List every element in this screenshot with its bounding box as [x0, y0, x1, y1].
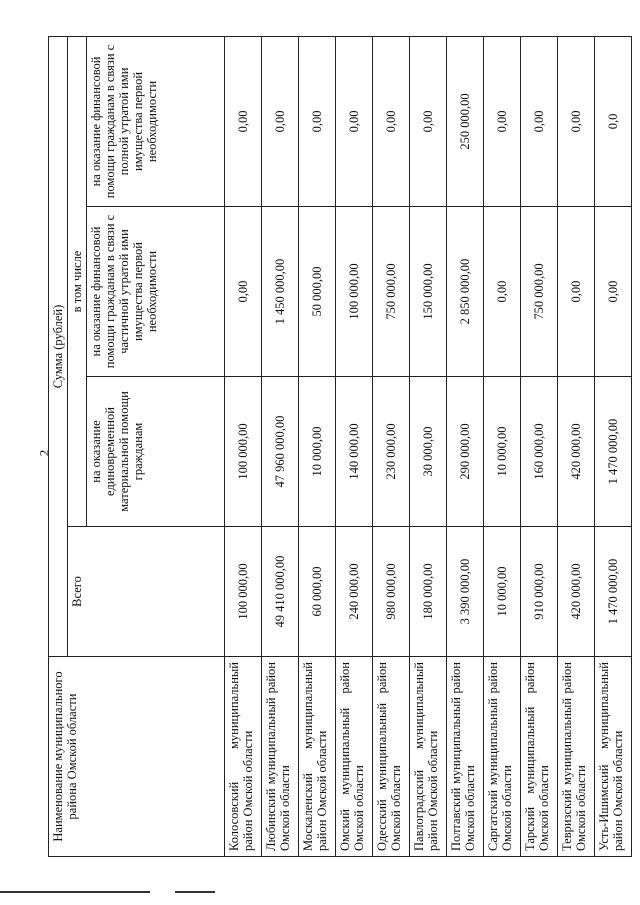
cell-one-time-aid: 290 000,00: [447, 377, 484, 527]
table-row: [484, 36, 521, 856]
cell-district-name: Тевризский муниципальный район Омской области: [558, 657, 595, 857]
cell-total: 980 000,00: [373, 527, 410, 657]
cell-partial-loss-aid: 1 450 000,00: [262, 207, 299, 377]
cell-partial-loss-aid: 100 000,00: [336, 207, 373, 377]
cell-one-time-aid: 160 000,00: [521, 377, 558, 527]
cell-partial-loss-aid: 0,00: [595, 207, 632, 377]
cell-partial-loss-aid: 0,00: [484, 207, 521, 377]
cell-partial-loss-aid: 0,00: [558, 207, 595, 377]
header-total: Всего: [68, 527, 225, 657]
table-row: [410, 36, 447, 856]
header-district-name: Наименование муниципального района Омской области: [49, 657, 225, 857]
cell-partial-loss-aid: 2 850 000,00: [447, 207, 484, 377]
cell-total: 100 000,00: [225, 527, 262, 657]
table-row: [262, 36, 299, 856]
cell-one-time-aid: 1 470 000,00: [595, 377, 632, 527]
cell-total: 3 390 000,00: [447, 527, 484, 657]
cell-district-name: Саргатский муниципальный район Омской области: [484, 657, 521, 857]
cell-district-name: Павлоградский муниципальный район Омской области: [410, 657, 447, 857]
cell-district-name: Усть-Ишимский муниципальный район Омской области: [595, 657, 632, 857]
cell-full-loss-aid: 0,00: [373, 36, 410, 206]
cell-total: 420 000,00: [558, 527, 595, 657]
cell-district-name: Москаленский муниципальный район Омской области: [299, 657, 336, 857]
header-partial-loss-aid: на оказание финансовой помощи гражданам в связи с частичной утратой ими имущества первой необходимости: [87, 207, 225, 377]
cell-full-loss-aid: 0,00: [225, 36, 262, 206]
cell-district-name: Колосовский муниципальный район Омской области: [225, 657, 262, 857]
cell-one-time-aid: 100 000,00: [225, 377, 262, 527]
cell-partial-loss-aid: 0,00: [225, 207, 262, 377]
cell-partial-loss-aid: 50 000,00: [299, 207, 336, 377]
page-number: 2: [36, 449, 51, 457]
document-table-rotated: [48, 37, 626, 857]
cell-full-loss-aid: 0,00: [484, 36, 521, 206]
cell-district-name: Любинский муниципальный район Омской области: [262, 657, 299, 857]
header-one-time-aid: на оказание единовременной материальной помощи гражданам: [87, 377, 225, 527]
header-sum: Сумма (рублей): [49, 36, 68, 656]
cell-full-loss-aid: 250 000,00: [447, 36, 484, 206]
cell-full-loss-aid: 0,00: [336, 36, 373, 206]
cell-partial-loss-aid: 150 000,00: [410, 207, 447, 377]
table-row: [595, 36, 632, 856]
cell-total: 240 000,00: [336, 527, 373, 657]
table-row: [447, 36, 484, 856]
cell-total: 10 000,00: [484, 527, 521, 657]
table-row: [336, 36, 373, 856]
cell-one-time-aid: 420 000,00: [558, 377, 595, 527]
cell-one-time-aid: 30 000,00: [410, 377, 447, 527]
bottom-rule-dash: [175, 891, 215, 893]
table-row: [558, 36, 595, 856]
cell-total: 910 000,00: [521, 527, 558, 657]
cell-full-loss-aid: 0,00: [262, 36, 299, 206]
cell-total: 49 410 000,00: [262, 527, 299, 657]
cell-partial-loss-aid: 750 000,00: [373, 207, 410, 377]
cell-one-time-aid: 10 000,00: [484, 377, 521, 527]
cell-full-loss-aid: 0,00: [410, 36, 447, 206]
table-row: [521, 36, 558, 856]
table-row: [299, 36, 336, 856]
cell-one-time-aid: 140 000,00: [336, 377, 373, 527]
cell-full-loss-aid: 0,00: [521, 36, 558, 206]
cell-one-time-aid: 47 960 000,00: [262, 377, 299, 527]
cell-full-loss-aid: 0,00: [558, 36, 595, 206]
bottom-rule: [0, 891, 150, 893]
cell-total: 1 470 000,00: [595, 527, 632, 657]
cell-full-loss-aid: 0,00: [299, 36, 336, 206]
header-row-1: [49, 36, 68, 856]
cell-district-name: Омский муниципальный район Омской области: [336, 657, 373, 857]
table-row: [225, 36, 262, 856]
cell-partial-loss-aid: 750 000,00: [521, 207, 558, 377]
cell-total: 180 000,00: [410, 527, 447, 657]
cell-district-name: Полтавский муниципальный район Омской области: [447, 657, 484, 857]
cell-one-time-aid: 10 000,00: [299, 377, 336, 527]
cell-one-time-aid: 230 000,00: [373, 377, 410, 527]
cell-district-name: Одесский муниципальный район Омской области: [373, 657, 410, 857]
table-body: [225, 36, 632, 856]
header-including: в том числе: [68, 36, 87, 526]
cell-full-loss-aid: 0,0: [595, 36, 632, 206]
cell-total: 60 000,00: [299, 527, 336, 657]
table-row: [373, 36, 410, 856]
cell-district-name: Тарский муниципальный район Омской области: [521, 657, 558, 857]
header-full-loss-aid: на оказание финансовой помощи гражданам в связи с полной утратой ими имущества первой необходимости: [87, 36, 225, 206]
funding-table: [48, 36, 632, 857]
